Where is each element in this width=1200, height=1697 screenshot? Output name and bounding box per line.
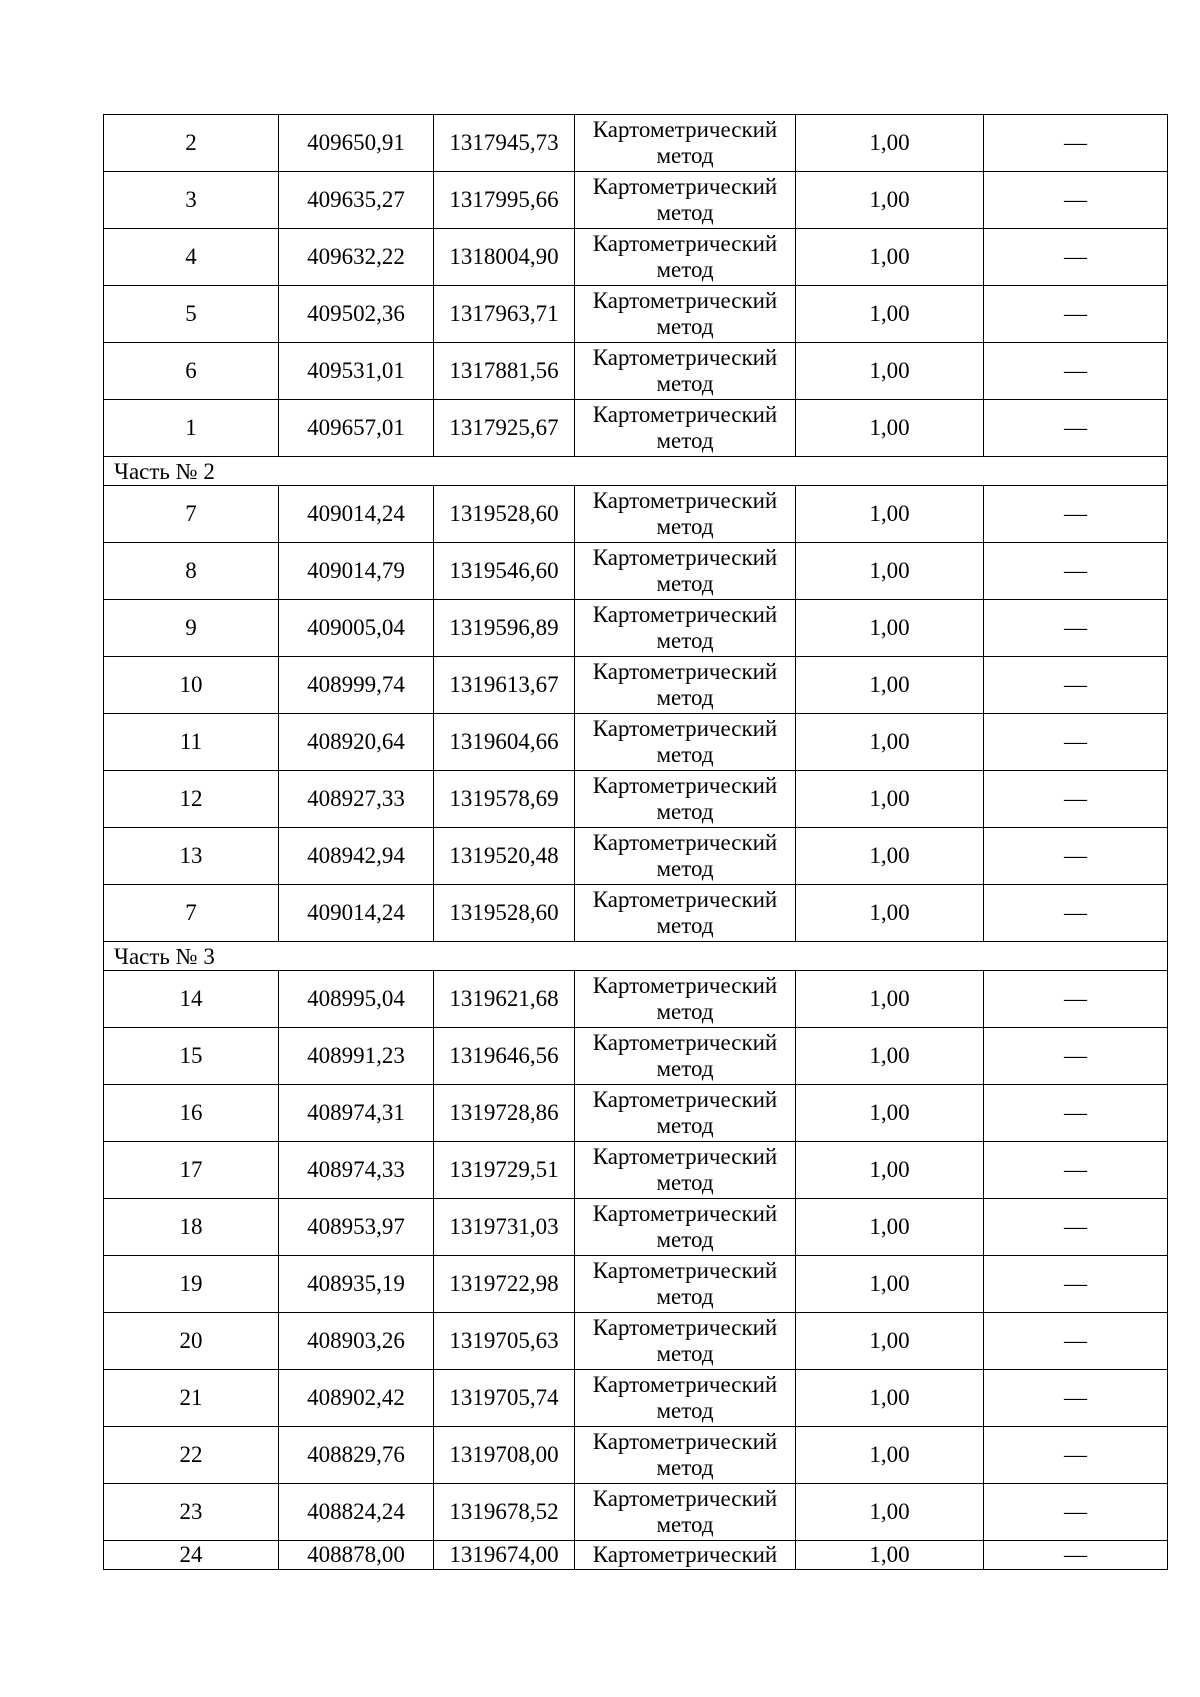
note-cell: [984, 1028, 1168, 1085]
point-number-cell: 3: [104, 172, 279, 229]
dash-mark: —: [1064, 130, 1087, 155]
coordinates-table-body: [104, 115, 1168, 1570]
method-line: Картометрический: [592, 402, 778, 427]
accuracy-cell: 1,00: [796, 343, 984, 400]
dash-mark: —: [1064, 1214, 1087, 1239]
method-cell: [575, 1142, 796, 1199]
method-line: метод: [656, 571, 714, 596]
y-coordinate-cell: 1319728,86: [434, 1085, 575, 1142]
method-line: Картометрический: [592, 488, 778, 513]
method-cell: [575, 543, 796, 600]
note-cell: [984, 400, 1168, 457]
table-row: [104, 714, 1168, 771]
y-coordinate-cell: 1319596,89: [434, 600, 575, 657]
y-coordinate-cell: 1319705,74: [434, 1370, 575, 1427]
note-cell: [984, 714, 1168, 771]
method-line: метод: [656, 1056, 714, 1081]
note-cell: [984, 229, 1168, 286]
x-coordinate-cell: 409014,24: [279, 885, 434, 942]
method-line: Картометрический: [592, 1258, 778, 1283]
method-line: метод: [656, 514, 714, 539]
table-row: [104, 400, 1168, 457]
point-number-cell: 10: [104, 657, 279, 714]
x-coordinate-cell: 408902,42: [279, 1370, 434, 1427]
method-cell: [575, 714, 796, 771]
table-row: [104, 1313, 1168, 1370]
method-line: Картометрический: [592, 1542, 778, 1567]
point-number-cell: 2: [104, 115, 279, 172]
y-coordinate-cell: 1319604,66: [434, 714, 575, 771]
accuracy-cell: 1,00: [796, 1142, 984, 1199]
dash-mark: —: [1064, 415, 1087, 440]
method-line: метод: [656, 428, 714, 453]
method-line: Картометрический: [592, 716, 778, 741]
table-row: [104, 1370, 1168, 1427]
method-line: метод: [656, 856, 714, 881]
table-row: [104, 1085, 1168, 1142]
point-number-cell: 16: [104, 1085, 279, 1142]
method-cell: [575, 885, 796, 942]
section-header-row: [104, 457, 1168, 486]
point-number-cell: 15: [104, 1028, 279, 1085]
method-line: метод: [656, 1284, 714, 1309]
method-line: Картометрический: [592, 1144, 778, 1169]
y-coordinate-cell: 1319646,56: [434, 1028, 575, 1085]
accuracy-cell: 1,00: [796, 1370, 984, 1427]
dash-mark: —: [1064, 244, 1087, 269]
accuracy-cell: 1,00: [796, 286, 984, 343]
dash-mark: —: [1064, 501, 1087, 526]
note-cell: [984, 1256, 1168, 1313]
x-coordinate-cell: 408903,26: [279, 1313, 434, 1370]
accuracy-cell: 1,00: [796, 1085, 984, 1142]
method-line: Картометрический: [592, 887, 778, 912]
x-coordinate-cell: 409650,91: [279, 115, 434, 172]
dash-mark: —: [1064, 1328, 1087, 1353]
x-coordinate-cell: 408878,00: [279, 1541, 434, 1570]
x-coordinate-cell: 409635,27: [279, 172, 434, 229]
method-cell: [575, 1484, 796, 1541]
method-cell: [575, 400, 796, 457]
x-coordinate-cell: 408935,19: [279, 1256, 434, 1313]
y-coordinate-cell: 1319708,00: [434, 1427, 575, 1484]
y-coordinate-cell: 1319520,48: [434, 828, 575, 885]
table-row: [104, 1142, 1168, 1199]
accuracy-cell: 1,00: [796, 1313, 984, 1370]
y-coordinate-cell: 1319731,03: [434, 1199, 575, 1256]
dash-mark: —: [1064, 900, 1087, 925]
table-row: [104, 885, 1168, 942]
accuracy-cell: 1,00: [796, 1256, 984, 1313]
x-coordinate-cell: 409014,24: [279, 486, 434, 543]
method-cell: [575, 1370, 796, 1427]
method-line: метод: [656, 685, 714, 710]
note-cell: [984, 828, 1168, 885]
method-line: метод: [656, 913, 714, 938]
dash-mark: —: [1064, 1043, 1087, 1068]
note-cell: [984, 1427, 1168, 1484]
x-coordinate-cell: 409005,04: [279, 600, 434, 657]
table-row: [104, 828, 1168, 885]
method-line: Картометрический: [592, 830, 778, 855]
dash-mark: —: [1064, 1157, 1087, 1182]
dash-mark: —: [1064, 1542, 1087, 1567]
method-line: метод: [656, 1227, 714, 1252]
method-line: Картометрический: [592, 231, 778, 256]
method-line: метод: [656, 799, 714, 824]
method-line: метод: [656, 200, 714, 225]
note-cell: [984, 1142, 1168, 1199]
point-number-cell: 5: [104, 286, 279, 343]
method-line: Картометрический: [592, 1486, 778, 1511]
y-coordinate-cell: 1317925,67: [434, 400, 575, 457]
accuracy-cell: 1,00: [796, 486, 984, 543]
y-coordinate-cell: 1319674,00: [434, 1541, 575, 1570]
dash-mark: —: [1064, 558, 1087, 583]
point-number-cell: 6: [104, 343, 279, 400]
x-coordinate-cell: 409014,79: [279, 543, 434, 600]
x-coordinate-cell: 408991,23: [279, 1028, 434, 1085]
method-cell: [575, 229, 796, 286]
dash-mark: —: [1064, 615, 1087, 640]
accuracy-cell: 1,00: [796, 400, 984, 457]
table-row: [104, 1256, 1168, 1313]
point-number-cell: 17: [104, 1142, 279, 1199]
dash-mark: —: [1064, 729, 1087, 754]
method-cell: [575, 657, 796, 714]
x-coordinate-cell: 409531,01: [279, 343, 434, 400]
method-line: Картометрический: [592, 1087, 778, 1112]
method-cell: [575, 971, 796, 1028]
x-coordinate-cell: 408974,31: [279, 1085, 434, 1142]
point-number-cell: 24: [104, 1541, 279, 1570]
table-row: [104, 1427, 1168, 1484]
accuracy-cell: 1,00: [796, 1541, 984, 1570]
x-coordinate-cell: 409632,22: [279, 229, 434, 286]
method-line: Картометрический: [592, 659, 778, 684]
note-cell: [984, 1085, 1168, 1142]
note-cell: [984, 1484, 1168, 1541]
dash-mark: —: [1064, 1385, 1087, 1410]
y-coordinate-cell: 1319528,60: [434, 486, 575, 543]
accuracy-cell: 1,00: [796, 229, 984, 286]
accuracy-cell: 1,00: [796, 885, 984, 942]
dash-mark: —: [1064, 1271, 1087, 1296]
point-number-cell: 23: [104, 1484, 279, 1541]
note-cell: [984, 1370, 1168, 1427]
table-row: [104, 172, 1168, 229]
dash-mark: —: [1064, 187, 1087, 212]
table-row: [104, 343, 1168, 400]
point-number-cell: 22: [104, 1427, 279, 1484]
method-line: метод: [656, 371, 714, 396]
method-line: Картометрический: [592, 1372, 778, 1397]
table-row: [104, 1028, 1168, 1085]
note-cell: [984, 115, 1168, 172]
method-line: метод: [656, 1170, 714, 1195]
method-line: метод: [656, 999, 714, 1024]
accuracy-cell: 1,00: [796, 543, 984, 600]
point-number-cell: 8: [104, 543, 279, 600]
x-coordinate-cell: 408953,97: [279, 1199, 434, 1256]
x-coordinate-cell: 408999,74: [279, 657, 434, 714]
coordinates-table: [103, 114, 1168, 1570]
method-line: Картометрический: [592, 1201, 778, 1226]
table-row: [104, 1541, 1168, 1570]
method-cell: [575, 771, 796, 828]
y-coordinate-cell: 1319546,60: [434, 543, 575, 600]
method-cell: [575, 486, 796, 543]
note-cell: [984, 543, 1168, 600]
y-coordinate-cell: 1319578,69: [434, 771, 575, 828]
note-cell: [984, 286, 1168, 343]
point-number-cell: 19: [104, 1256, 279, 1313]
point-number-cell: 7: [104, 486, 279, 543]
y-coordinate-cell: 1317881,56: [434, 343, 575, 400]
x-coordinate-cell: 408824,24: [279, 1484, 434, 1541]
x-coordinate-cell: 408974,33: [279, 1142, 434, 1199]
dash-mark: —: [1064, 986, 1087, 1011]
method-cell: [575, 115, 796, 172]
y-coordinate-cell: 1319729,51: [434, 1142, 575, 1199]
y-coordinate-cell: 1319678,52: [434, 1484, 575, 1541]
accuracy-cell: 1,00: [796, 771, 984, 828]
method-line: метод: [656, 257, 714, 282]
method-line: Картометрический: [592, 1030, 778, 1055]
method-cell: [575, 1427, 796, 1484]
point-number-cell: 20: [104, 1313, 279, 1370]
method-line: метод: [656, 143, 714, 168]
x-coordinate-cell: 409502,36: [279, 286, 434, 343]
method-line: метод: [656, 742, 714, 767]
table-row: [104, 771, 1168, 828]
table-row: [104, 486, 1168, 543]
y-coordinate-cell: 1319621,68: [434, 971, 575, 1028]
method-line: Картометрический: [592, 117, 778, 142]
y-coordinate-cell: 1317995,66: [434, 172, 575, 229]
method-cell: [575, 1085, 796, 1142]
method-line: метод: [656, 1398, 714, 1423]
accuracy-cell: 1,00: [796, 828, 984, 885]
method-cell: [575, 828, 796, 885]
accuracy-cell: 1,00: [796, 1199, 984, 1256]
dash-mark: —: [1064, 301, 1087, 326]
method-cell: [575, 600, 796, 657]
x-coordinate-cell: 408920,64: [279, 714, 434, 771]
accuracy-cell: 1,00: [796, 172, 984, 229]
y-coordinate-cell: 1318004,90: [434, 229, 575, 286]
note-cell: [984, 1541, 1168, 1570]
method-cell: [575, 1028, 796, 1085]
method-line: Картометрический: [592, 545, 778, 570]
method-cell: [575, 343, 796, 400]
dash-mark: —: [1064, 843, 1087, 868]
method-cell: [575, 172, 796, 229]
table-row: [104, 1484, 1168, 1541]
dash-mark: —: [1064, 1100, 1087, 1125]
dash-mark: —: [1064, 358, 1087, 383]
y-coordinate-cell: 1319613,67: [434, 657, 575, 714]
table-row: [104, 971, 1168, 1028]
note-cell: [984, 971, 1168, 1028]
method-line: Картометрический: [592, 288, 778, 313]
point-number-cell: 4: [104, 229, 279, 286]
method-line: Картометрический: [592, 174, 778, 199]
accuracy-cell: 1,00: [796, 1028, 984, 1085]
note-cell: [984, 600, 1168, 657]
method-line: Картометрический: [592, 602, 778, 627]
method-line: метод: [656, 314, 714, 339]
accuracy-cell: 1,00: [796, 657, 984, 714]
note-cell: [984, 486, 1168, 543]
x-coordinate-cell: 408927,33: [279, 771, 434, 828]
table-row: [104, 1199, 1168, 1256]
x-coordinate-cell: 408995,04: [279, 971, 434, 1028]
accuracy-cell: 1,00: [796, 971, 984, 1028]
note-cell: [984, 1199, 1168, 1256]
y-coordinate-cell: 1319528,60: [434, 885, 575, 942]
note-cell: [984, 343, 1168, 400]
method-cell: [575, 1541, 796, 1570]
section-label: Часть № 3: [104, 942, 1168, 971]
note-cell: [984, 885, 1168, 942]
method-line: метод: [656, 1341, 714, 1366]
point-number-cell: 21: [104, 1370, 279, 1427]
method-line: метод: [656, 1512, 714, 1537]
y-coordinate-cell: 1317963,71: [434, 286, 575, 343]
point-number-cell: 7: [104, 885, 279, 942]
table-row: [104, 286, 1168, 343]
point-number-cell: 1: [104, 400, 279, 457]
table-row: [104, 600, 1168, 657]
section-header-row: [104, 942, 1168, 971]
point-number-cell: 14: [104, 971, 279, 1028]
note-cell: [984, 771, 1168, 828]
note-cell: [984, 172, 1168, 229]
method-cell: [575, 286, 796, 343]
y-coordinate-cell: 1319722,98: [434, 1256, 575, 1313]
dash-mark: —: [1064, 672, 1087, 697]
method-cell: [575, 1256, 796, 1313]
dash-mark: —: [1064, 786, 1087, 811]
method-line: Картометрический: [592, 973, 778, 998]
section-label: Часть № 2: [104, 457, 1168, 486]
y-coordinate-cell: 1319705,63: [434, 1313, 575, 1370]
point-number-cell: 9: [104, 600, 279, 657]
accuracy-cell: 1,00: [796, 1484, 984, 1541]
method-line: Картометрический: [592, 1315, 778, 1340]
x-coordinate-cell: 409657,01: [279, 400, 434, 457]
point-number-cell: 11: [104, 714, 279, 771]
x-coordinate-cell: 408829,76: [279, 1427, 434, 1484]
accuracy-cell: 1,00: [796, 714, 984, 771]
method-cell: [575, 1199, 796, 1256]
table-row: [104, 543, 1168, 600]
table-row: [104, 115, 1168, 172]
table-row: [104, 657, 1168, 714]
table-row: [104, 229, 1168, 286]
accuracy-cell: 1,00: [796, 1427, 984, 1484]
y-coordinate-cell: 1317945,73: [434, 115, 575, 172]
point-number-cell: 12: [104, 771, 279, 828]
method-line: метод: [656, 628, 714, 653]
accuracy-cell: 1,00: [796, 600, 984, 657]
x-coordinate-cell: 408942,94: [279, 828, 434, 885]
method-line: Картометрический: [592, 345, 778, 370]
note-cell: [984, 1313, 1168, 1370]
accuracy-cell: 1,00: [796, 115, 984, 172]
dash-mark: —: [1064, 1499, 1087, 1524]
point-number-cell: 13: [104, 828, 279, 885]
method-line: метод: [656, 1113, 714, 1138]
method-line: метод: [656, 1455, 714, 1480]
method-cell: [575, 1313, 796, 1370]
dash-mark: —: [1064, 1442, 1087, 1467]
point-number-cell: 18: [104, 1199, 279, 1256]
method-line: Картометрический: [592, 1429, 778, 1454]
note-cell: [984, 657, 1168, 714]
method-line: Картометрический: [592, 773, 778, 798]
